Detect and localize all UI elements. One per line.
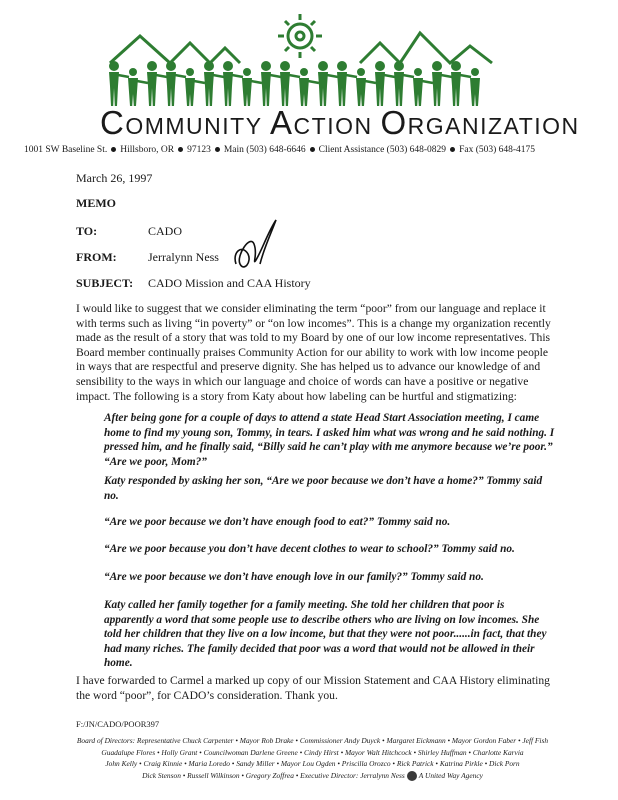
fax: Fax (503) 648-4175	[459, 145, 536, 155]
subject-label: SUBJECT:	[76, 276, 134, 290]
united-way-icon	[407, 771, 417, 781]
united-way-text: A United Way Agency	[418, 770, 483, 780]
address: 1001 SW Baseline St.	[24, 145, 108, 155]
subject-value: CADO Mission and CAA History	[148, 276, 311, 290]
person-head-icon	[204, 61, 214, 71]
quote-paragraph: Katy responded by asking her son, “Are we poor because we don’t have a home?” Tommy said no.	[104, 475, 543, 502]
to-value: CADO	[148, 224, 183, 238]
person-head-icon	[186, 68, 194, 76]
organization-logo	[100, 8, 500, 108]
person-figure-icon	[185, 78, 195, 106]
person-figure-icon	[451, 72, 461, 106]
quote-paragraph: “Are we poor because you don’t have decent clothes to wear to school?” Tommy said no.	[104, 543, 515, 555]
person-figure-icon	[280, 72, 290, 106]
quote-paragraph: “Are we poor because we don’t have enough food to eat?” Tommy said no.	[104, 516, 451, 528]
joined-hands-icon	[422, 81, 433, 83]
person-head-icon	[261, 61, 271, 71]
person-head-icon	[432, 61, 442, 71]
to-label: TO:	[76, 224, 98, 238]
closing-paragraph: I have forwarded to Carmel a marked up copy of our Mission Statement and CAA History eliminating the word “poor”, for CADO’s consideration. Thank you.	[76, 674, 550, 702]
client-phone: Client Assistance (503) 648-0829	[318, 145, 447, 155]
person-figure-icon	[413, 78, 423, 106]
person-head-icon	[318, 61, 328, 71]
from-value: Jerralynn Ness	[148, 250, 219, 264]
joined-hands-icon	[365, 81, 376, 83]
bullet-icon	[178, 147, 183, 152]
joined-hands-icon	[175, 75, 186, 77]
joined-hands-icon	[118, 75, 129, 77]
person-head-icon	[109, 61, 119, 71]
person-figure-icon	[394, 72, 404, 106]
person-head-icon	[243, 68, 251, 76]
bullet-icon	[111, 147, 116, 152]
person-figure-icon	[204, 72, 214, 106]
person-figure-icon	[128, 78, 138, 106]
person-figure-icon	[166, 72, 176, 106]
person-figure-icon	[299, 78, 309, 106]
bullet-icon	[450, 147, 455, 152]
person-figure-icon	[109, 72, 119, 106]
memo-date: March 26, 1997	[76, 171, 153, 185]
person-figure-icon	[432, 72, 442, 106]
bullet-icon	[215, 147, 220, 152]
person-head-icon	[166, 61, 176, 71]
person-head-icon	[223, 61, 233, 71]
joined-hands-icon	[270, 75, 281, 77]
person-figure-icon	[261, 72, 271, 106]
joined-hands-icon	[346, 75, 357, 77]
board-of-directors	[40, 735, 585, 781]
joined-hands-icon	[403, 75, 414, 77]
joined-hands-icon	[289, 75, 300, 77]
person-head-icon	[300, 68, 308, 76]
board-line: John Kelly • Craig Kinnie • Maria Loredo • Sandy Miller • Mayor Lou Ogden • Priscilla Orozco • Rick Patrick • Katrina Pirkle • Dick Porn	[105, 759, 520, 768]
joined-hands-icon	[156, 75, 167, 77]
from-label: FROM:	[76, 250, 117, 264]
person-head-icon	[471, 68, 479, 76]
person-head-icon	[414, 68, 422, 76]
joined-hands-icon	[194, 81, 205, 83]
person-figure-icon	[223, 72, 233, 106]
joined-hands-icon	[232, 75, 243, 77]
file-reference: F:/JN/CADO/POOR397	[76, 719, 160, 729]
person-head-icon	[394, 61, 404, 71]
joined-hands-icon	[213, 75, 224, 77]
person-figure-icon	[375, 72, 385, 106]
memo-title: MEMO	[76, 196, 116, 210]
person-figure-icon	[242, 78, 252, 106]
main-phone: Main (503) 648-6646	[223, 145, 306, 155]
signature-initials	[230, 214, 285, 276]
joined-hands-icon	[137, 81, 148, 83]
city: Hillsboro, OR	[120, 145, 175, 155]
quote-paragraph: Katy called her family together for a family meeting. She told her children that poor is apparently a word that some people use to describe others who are living on low incomes. She told her children that they live on a low income, but that they were not poor......in fact, that they had many riches. The family decided that poor was a word that would not be allowed in their home.	[104, 599, 547, 670]
joined-hands-icon	[251, 81, 262, 83]
joined-hands-icon	[308, 81, 319, 83]
person-head-icon	[147, 61, 157, 71]
board-line: Guadalupe Flores • Holly Grant • Councilwoman Darlene Greene • Cindy Hirst • Mayor Walt Hitchcock • Shirley Huffman • Charlotte Karvia	[101, 747, 524, 757]
contact-line	[24, 145, 604, 155]
person-head-icon	[451, 61, 461, 71]
joined-hands-icon	[460, 75, 471, 77]
person-figure-icon	[337, 72, 347, 106]
bullet-icon	[310, 147, 315, 152]
organization-name: COMMUNITY ACTION ORGANIZATION	[100, 104, 580, 141]
person-figure-icon	[470, 78, 480, 106]
person-figure-icon	[356, 78, 366, 106]
zip: 97123	[187, 145, 211, 155]
board-line-text: Dick Stenson • Russell Wilkinson • Gregory Zoffrea • Executive Director: Jerralynn Ness	[142, 770, 405, 780]
person-figure-icon	[318, 72, 328, 106]
person-figure-icon	[147, 72, 157, 106]
intro-paragraph: I would like to suggest that we consider eliminating the term “poor” from our language and replace it with terms such as living “in poverty” or “on low incomes”. This is a change my organization recently made as the result of a story that was told to my Board by one of our low income representatives. This Board member continually praises Community Action for our ability to work with low income people in ways that are respectful and preserve dignity. She has helped us to advance our knowledge of and sensibility to the ways in which our language and choice of words can have a positive or negative impact. The following is a story from Katy about how labeling can be hurtful and stigmatizing:	[76, 302, 551, 403]
person-head-icon	[357, 68, 365, 76]
joined-hands-icon	[441, 75, 452, 77]
person-head-icon	[280, 61, 290, 71]
board-line: Board of Directors: Representative Chuck Carpenter • Mayor Rob Drake • Commissioner Andy Duyck • Margaret Eickmann • Mayor Gordon Faber • Jeff Fish	[76, 736, 549, 745]
joined-hands-icon	[384, 75, 395, 77]
quote-paragraph: After being gone for a couple of days to attend a state Head Start Association meeting, I came home to find my young son, Tommy, in tears. I asked him what was wrong and he said nothing. I pressed him, and he finally said, “Billy said he can’t play with me anymore because we’re poor.” “Are we poor, Mom?”	[104, 412, 555, 468]
quote-paragraph: “Are we poor because we don’t have enough love in our family?” Tommy said no.	[104, 571, 484, 583]
person-head-icon	[337, 61, 347, 71]
person-head-icon	[375, 61, 385, 71]
person-head-icon	[129, 68, 137, 76]
joined-hands-icon	[327, 75, 338, 77]
board-line	[40, 770, 585, 782]
